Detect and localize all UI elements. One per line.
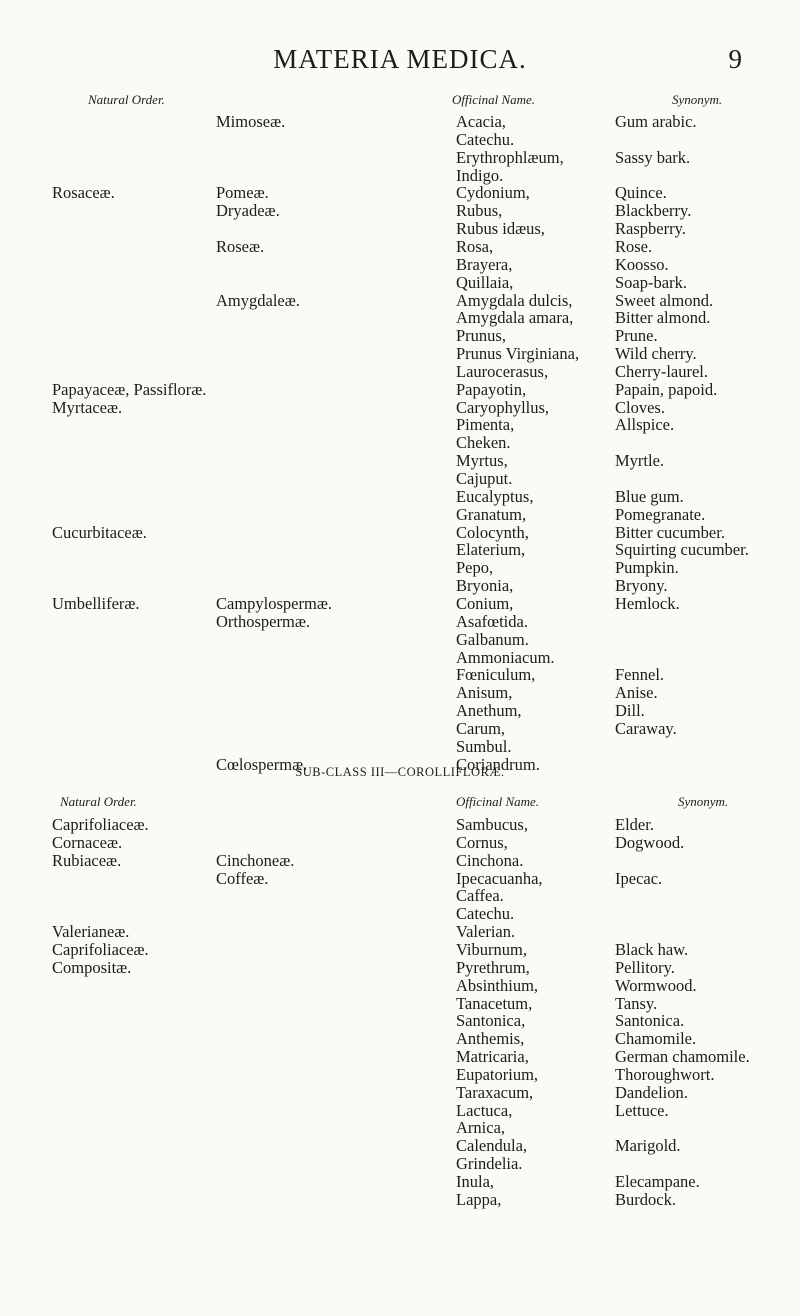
officinal-name-cell: Pepo, xyxy=(456,558,494,578)
officinal-name-cell: Prunus Virginiana, xyxy=(456,344,580,364)
page-number: 9 xyxy=(728,44,742,74)
synonym-cell: Santonica. xyxy=(615,1011,685,1031)
synonym-cell: Bitter cucumber. xyxy=(615,522,725,542)
section2-header-synonym: Synonym. xyxy=(678,794,729,809)
synonym-cell: Dandelion. xyxy=(615,1082,688,1102)
synonym-cell: Soap-bark. xyxy=(615,272,687,292)
officinal-name-cell: Cydonium, xyxy=(456,183,530,203)
officinal-name-cell: Laurocerasus, xyxy=(456,361,549,381)
officinal-name-cell: Caryophyllus, xyxy=(456,397,550,417)
natural-order-cell: Caprifoliaceæ. xyxy=(52,815,149,834)
section1-header-synonym: Synonym. xyxy=(672,92,723,107)
natural-order-cell: Compositæ. xyxy=(52,957,132,977)
natural-order-cell: Rosaceæ. xyxy=(52,183,115,203)
suborder-cell: Pomeæ. xyxy=(216,183,269,203)
synonym-cell: Dogwood. xyxy=(615,832,685,852)
table-row xyxy=(0,1190,800,1212)
synonym-cell: Marigold. xyxy=(615,1136,681,1156)
synonym-cell: Pumpkin. xyxy=(615,558,679,578)
synonym-cell: Hemlock. xyxy=(615,593,680,613)
officinal-name-cell: Pyrethrum, xyxy=(456,957,530,977)
officinal-name-cell: Rubus, xyxy=(456,201,503,221)
officinal-name-cell: Conium, xyxy=(456,593,514,613)
synonym-cell: Cherry-laurel. xyxy=(615,361,708,381)
officinal-name-cell: Myrtus, xyxy=(456,451,508,471)
officinal-name-cell: Erythrophlæum, xyxy=(456,147,564,167)
officinal-name-cell: Ammoniacum. xyxy=(456,647,555,667)
synonym-cell: Allspice. xyxy=(615,415,675,435)
synonym-cell: Cloves. xyxy=(615,397,665,417)
natural-order-cell: Umbelliferæ. xyxy=(52,593,140,613)
officinal-name-cell: Grindelia. xyxy=(456,1154,523,1174)
officinal-name-cell: Anisum, xyxy=(456,683,513,703)
suborder-cell: Campylospermæ. xyxy=(216,593,332,613)
synonym-cell: Raspberry. xyxy=(615,219,686,239)
officinal-name-cell: Cinchona. xyxy=(456,850,524,870)
officinal-name-cell: Lappa, xyxy=(456,1189,502,1209)
officinal-name-cell: Absinthium, xyxy=(456,975,539,995)
officinal-name-cell: Tanacetum, xyxy=(456,993,533,1013)
officinal-name-cell: Calendula, xyxy=(456,1136,528,1156)
synonym-cell: Elder. xyxy=(615,815,654,834)
synonym-cell: Myrtle. xyxy=(615,451,665,471)
officinal-name-cell: Caffea. xyxy=(456,886,504,906)
officinal-name-cell: Acacia, xyxy=(456,112,506,131)
officinal-name-cell: Cornus, xyxy=(456,832,508,852)
synonym-cell: Prune. xyxy=(615,326,658,346)
synonym-cell: Fennel. xyxy=(615,665,665,685)
running-head-title: MATERIA MEDICA. xyxy=(273,44,527,74)
officinal-name-cell: Catechu. xyxy=(456,129,515,149)
suborder-cell: Roseæ. xyxy=(216,236,265,256)
synonym-cell: Dill. xyxy=(615,701,645,721)
officinal-name-cell: Asafœtida. xyxy=(456,611,528,631)
officinal-name-cell: Catechu. xyxy=(456,904,515,924)
officinal-name-cell: Ipecacuanha, xyxy=(456,868,543,888)
officinal-name-cell: Coriandrum. xyxy=(456,754,540,774)
section1-header-officinal-name: Officinal Name. xyxy=(452,92,536,107)
synonym-cell: Elecampane. xyxy=(615,1172,700,1191)
officinal-name-cell: Rubus idæus, xyxy=(456,219,545,239)
synonym-cell: Burdock. xyxy=(615,1189,676,1209)
officinal-name-cell: Lactuca, xyxy=(456,1100,513,1120)
suborder-cell: Cœlospermæ. xyxy=(216,754,308,774)
officinal-name-cell: Colocynth, xyxy=(456,522,529,542)
synonym-cell: Blue gum. xyxy=(615,486,684,506)
section2-header-officinal-name: Officinal Name. xyxy=(456,794,540,809)
officinal-name-cell: Rosa, xyxy=(456,236,494,256)
officinal-name-cell: Anethum, xyxy=(456,701,522,721)
synonym-cell: Chamomile. xyxy=(615,1029,697,1049)
synonym-cell: Squirting cucumber. xyxy=(615,540,749,560)
synonym-cell: Black haw. xyxy=(615,939,689,959)
officinal-name-cell: Sambucus, xyxy=(456,815,528,834)
officinal-name-cell: Fœniculum, xyxy=(456,665,536,685)
officinal-name-cell: Granatum, xyxy=(456,504,527,524)
natural-order-cell: Caprifoliaceæ. xyxy=(52,939,149,959)
section1-header-natural-order: Natural Order. xyxy=(88,92,165,107)
officinal-name-cell: Viburnum, xyxy=(456,939,527,959)
officinal-name-cell: Elaterium, xyxy=(456,540,526,560)
officinal-name-cell: Papayotin, xyxy=(456,379,527,399)
officinal-name-cell: Arnica, xyxy=(456,1118,506,1138)
officinal-name-cell: Indigo. xyxy=(456,165,504,185)
natural-order-cell: Rubiaceæ. xyxy=(52,850,122,870)
officinal-name-cell: Amygdala dulcis, xyxy=(456,290,573,310)
natural-order-cell: Cucurbitaceæ. xyxy=(52,522,147,542)
natural-order-cell: Myrtaceæ. xyxy=(52,397,123,417)
natural-order-cell: Valerianeæ. xyxy=(52,922,130,942)
suborder-cell: Dryadeæ. xyxy=(216,201,280,221)
synonym-cell: Blackberry. xyxy=(615,201,692,221)
officinal-name-cell: Carum, xyxy=(456,718,506,738)
synonym-cell: Pomegranate. xyxy=(615,504,706,524)
synonym-cell: Caraway. xyxy=(615,718,677,738)
synonym-cell: Wormwood. xyxy=(615,975,697,995)
officinal-name-cell: Quillaia, xyxy=(456,272,514,292)
synonym-cell: Tansy. xyxy=(615,993,658,1013)
synonym-cell: Thoroughwort. xyxy=(615,1064,715,1084)
officinal-name-cell: Eupatorium, xyxy=(456,1064,539,1084)
officinal-name-cell: Cheken. xyxy=(456,433,511,453)
officinal-name-cell: Bryonia, xyxy=(456,576,514,596)
section2-header-natural-order: Natural Order. xyxy=(60,794,137,809)
synonym-cell: Gum arabic. xyxy=(615,112,697,131)
synonym-cell: Koosso. xyxy=(615,254,669,274)
officinal-name-cell: Inula, xyxy=(456,1172,495,1191)
suborder-cell: Amygdaleæ. xyxy=(216,290,300,310)
synonym-cell: Ipecac. xyxy=(615,868,663,888)
natural-order-cell: Cornaceæ. xyxy=(52,832,123,852)
running-header xyxy=(0,44,800,84)
synonym-cell: Anise. xyxy=(615,683,658,703)
officinal-name-cell: Taraxacum, xyxy=(456,1082,534,1102)
synonym-cell: Papain, papoid. xyxy=(615,379,718,399)
synonym-cell: Sassy bark. xyxy=(615,147,691,167)
synonym-cell: Lettuce. xyxy=(615,1100,669,1120)
officinal-name-cell: Santonica, xyxy=(456,1011,526,1031)
synonym-cell: Sweet almond. xyxy=(615,290,714,310)
officinal-name-cell: Prunus, xyxy=(456,326,506,346)
officinal-name-cell: Matricaria, xyxy=(456,1047,529,1067)
officinal-name-cell: Sumbul. xyxy=(456,736,512,756)
synonym-cell: Bitter almond. xyxy=(615,308,711,328)
synonym-cell: Rose. xyxy=(615,236,653,256)
officinal-name-cell: Cajuput. xyxy=(456,469,513,488)
suborder-cell: Orthospermæ. xyxy=(216,611,310,631)
suborder-cell: Mimoseæ. xyxy=(216,112,286,131)
officinal-name-cell: Valerian. xyxy=(456,922,516,942)
synonym-cell: Bryony. xyxy=(615,576,668,596)
officinal-name-cell: Anthemis, xyxy=(456,1029,525,1049)
officinal-name-cell: Amygdala amara, xyxy=(456,308,574,328)
suborder-cell: Coffeæ. xyxy=(216,868,269,888)
subclass-heading: SUB-CLASS III—COROLLIFLORÆ. xyxy=(295,765,505,779)
natural-order-cell: Papayaceæ, Passifloræ. xyxy=(52,379,207,399)
synonym-cell: German chamomile. xyxy=(615,1047,750,1067)
officinal-name-cell: Eucalyptus, xyxy=(456,486,534,506)
officinal-name-cell: Galbanum. xyxy=(456,629,529,649)
synonym-cell: Quince. xyxy=(615,183,667,203)
officinal-name-cell: Pimenta, xyxy=(456,415,515,435)
synonym-cell: Wild cherry. xyxy=(615,344,697,364)
suborder-cell: Cinchoneæ. xyxy=(216,850,295,870)
officinal-name-cell: Brayera, xyxy=(456,254,513,274)
synonym-cell: Pellitory. xyxy=(615,957,675,977)
